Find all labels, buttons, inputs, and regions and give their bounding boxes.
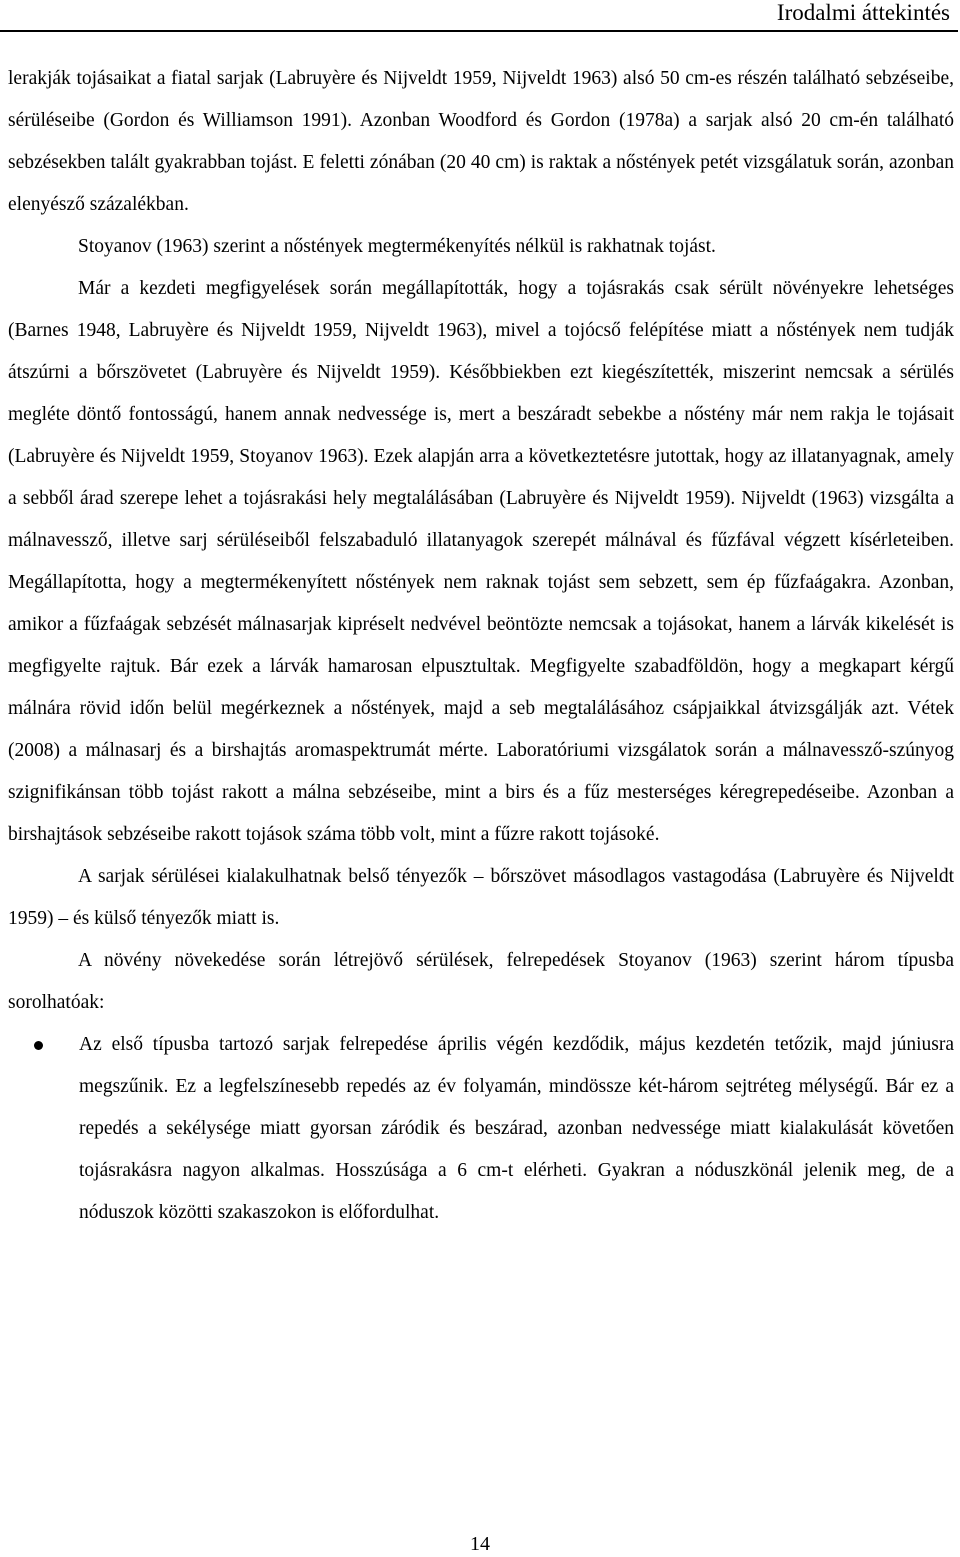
paragraph-observations: Már a kezdeti megfigyelések során megállapították, hogy a tojásrakás csak sérült növényekre lehetséges (Barnes 1948, Labruyère és Nijveldt 1959, Nijveldt 1963), mivel a tojócső felépítése miatt a nőstények nem tudják átszúrni a bőrszövetet (Labruyère és Nijveldt 1959). Későbbiekben ezt kiegészítették, miszerint nemcsak a sérülés megléte döntő fontosságú, hanem annak nedvessége is, mert a beszáradt sebekbe a nőstény már nem rakja le tojásait (Labruyère és Nijveldt 1959, Stoyanov 1963). Ezek alapján arra a következtetésre jutottak, hogy az illatanyagnak, amely a sebből árad szerepe lehet a tojásrakási hely megtalálásában (Labruyère és Nijveldt 1959). Nijveldt (1963) vizsgálta a málnavessző, illetve sarj sérüléseiből felszabaduló illatanyagok szerepét málnával és fűzfával végzett kísérleteiben. Megállapította, hogy a megtermékenyített nőstények nem raknak tojást sem sebzett, sem ép fűzfaágakra. Azonban, amikor a fűzfaágak sebzését málnasarjak kipréselt nedvével beöntözte nemcsak a tojásokat, hanem a lárvák kikelését is megfigyelte rajtuk. Bár ezek a lárvák hamarosan elpusztultak. Megfigyelte szabadföldön, hogy a megkapart kérgű málnára rövid időn belül megérkeznek a nőstények, majd a seb megtalálásához csápjaikkal átvizsgálják azt. Vétek (2008) a málnasarj és a birshajtás aromaspektrumát mérte. Laboratóriumi vizsgálatok során a málnavessző-szúnyog szignifikánsan több tojást rakott a málna sebzéseibe, mint a birs és a fűz mesterséges kéregrepedéseibe. Azonban a birshajtások sebzéseibe rakott tojások száma több volt, mint a fűzre rakott tojásoké.	[8, 278, 954, 845]
paragraph-injury-types: A növény növekedése során létrejövő sérülések, felrepedések Stoyanov (1963) szerint három típusba sorolhatóak:	[8, 950, 954, 1013]
page-number: 14	[470, 1533, 490, 1555]
running-header-title: Irodalmi áttekintés	[776, 0, 950, 25]
page-header	[0, 0, 958, 32]
paragraph-injury-factors: A sarjak sérülései kialakulhatnak belső tényezők – bőrszövet másodlagos vastagodása (Labruyère és Nijveldt 1959) – és külső tényezők miatt is.	[8, 866, 954, 929]
bullet-icon	[34, 1041, 43, 1050]
paragraph-continuation: lerakják tojásaikat a fiatal sarjak (Labruyère és Nijveldt 1959, Nijveldt 1963) alsó 50 cm-es részén található sebzéseibe, sérüléseibe (Gordon és Williamson 1991). Azonban Woodford és Gordon (1978a) a sarjak alsó 20 cm-én található sebzésekben talált gyakrabban tojást. E feletti zónában (20 40 cm) is raktak a nőstények petét vizsgálatuk során, azonban elenyésző százalékban.	[8, 68, 954, 215]
list-item	[8, 1024, 954, 1234]
paragraph-stoyanov: Stoyanov (1963) szerint a nőstények megtermékenyítés nélkül is rakhatnak tojást.	[78, 236, 716, 257]
injury-type-list	[8, 1024, 954, 1234]
document-body	[8, 58, 954, 1234]
list-item-text: Az első típusba tartozó sarjak felrepedése április végén kezdődik, május kezdetén tetőzik, majd júniusra megszűnik. Ez a legfelszínesebb repedés az év folyamán, mindössze két-három sejtréteg mélységű. Bár ez a repedés a sekélysége miatt gyorsan záródik és beszárad, azonban nedvessége miatt kialakulását követően tojásrakásra nagyon alkalmas. Hosszúsága a 6 cm-t elérheti. Gyakran a nóduszkönál jelenik meg, de a nóduszok közötti szakaszokon is előfordulhat.	[79, 1034, 954, 1223]
